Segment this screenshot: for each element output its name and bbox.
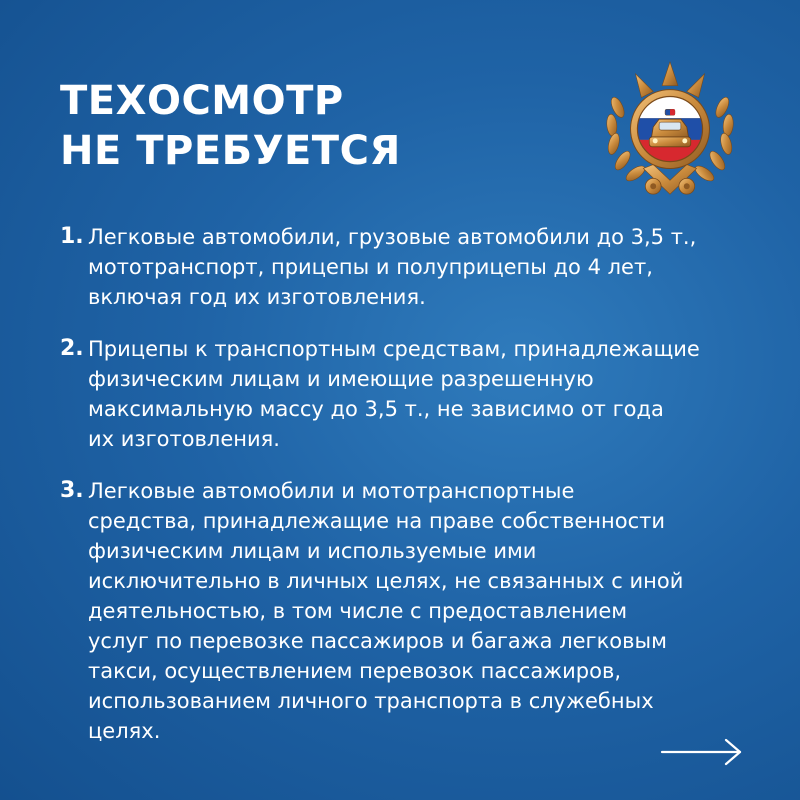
- item-text: Прицепы к транспортным средствам, принадлежащие физическим лицам и имеющие разрешенную максимальную массу до 3,5 т., не зависимо от года их изготовления.: [88, 337, 700, 451]
- arrow-right-icon[interactable]: [660, 734, 744, 770]
- title-line-1: ТЕХОСМОТР: [60, 78, 344, 124]
- list-item: [60, 222, 760, 312]
- title-line-2: НЕ ТРЕБУЕТСЯ: [60, 128, 401, 174]
- item-number: 3.: [60, 478, 84, 503]
- exemption-list: [60, 222, 760, 768]
- item-number: 2.: [60, 336, 84, 361]
- page-title: [60, 76, 401, 176]
- list-item: [60, 476, 760, 746]
- item-text: Легковые автомобили и мототранспортные средства, принадлежащие на праве собственности физическим лицам и используемые ими исключительно в личных целях, не связанных с иной деятельностью, в том числе с предоставлением услуг по перевозке пассажиров и багажа легковым такси, осуществлением перевозок пассажиров, использованием личного транспорта в служебных целях.: [88, 479, 684, 743]
- list-item: [60, 334, 760, 454]
- traffic-police-emblem-icon: [596, 58, 744, 206]
- item-text: Легковые автомобили, грузовые автомобили до 3,5 т., мототранспорт, прицепы и полуприцепы до 4 лет, включая год их изготовления.: [88, 225, 697, 309]
- item-number: 1.: [60, 224, 84, 249]
